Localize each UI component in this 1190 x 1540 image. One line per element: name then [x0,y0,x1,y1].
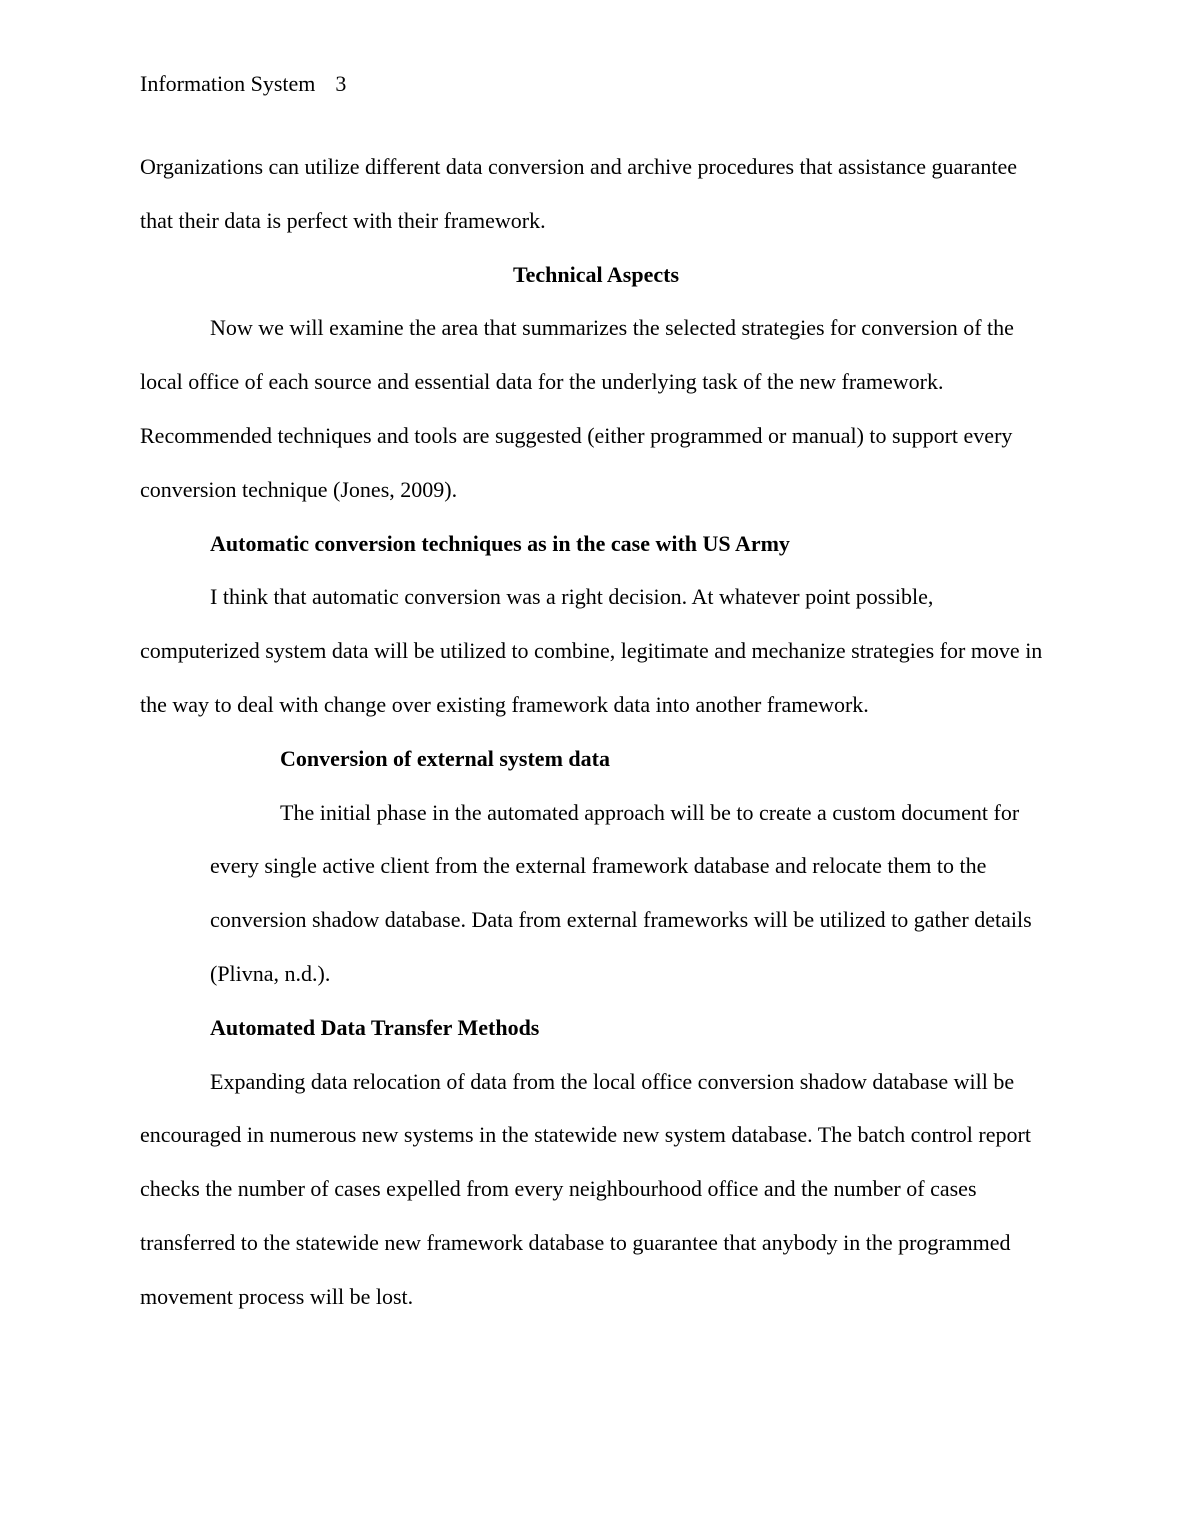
heading-automatic-conversion: Automatic conversion techniques as in the case with US Army [210,530,790,556]
paragraph-technical-aspects: Now we will examine the area that summarizes the selected strategies for conversion of the local office of each source and essential data for the underlying task of the new framework. Recommended techniques and tools are suggested (either programmed or manual) to support every conversion technique (Jones, 2009). [140,315,1014,502]
paragraph-automatic-conversion: I think that automatic conversion was a right decision. At whatever point possible, computerized system data will be utilized to combine, legitimate and mechanize strategies for move in the way to deal with change over existing framework data into another framework. [140,584,1043,717]
paragraph-data-transfer-methods: Expanding data relocation of data from the local office conversion shadow database will be encouraged in numerous new systems in the statewide new system database. The batch control report checks the number of cases expelled from every neighbourhood office and the number of cases transferred to the statewide new framework database to guarantee that anybody in the programmed movement process will be lost. [140,1068,1031,1309]
running-header [140,70,346,98]
heading-external-system-data: Conversion of external system data [280,745,610,771]
document-body [140,140,1052,1324]
heading-data-transfer-methods: Automated Data Transfer Methods [210,1014,540,1040]
paragraph-external-system-data: The initial phase in the automated approach will be to create a custom document for every single active client from the external framework database and relocate them to the conversion shadow database. Data from external frameworks will be utilized to gather details (Plivna, n.d.). [210,799,1032,986]
heading-technical-aspects: Technical Aspects [512,261,680,287]
page-number: 3 [335,71,347,96]
running-title: Information System [140,71,316,96]
paragraph-continuation: Organizations can utilize different data conversion and archive procedures that assistance guarantee that their data is perfect with their framework. [140,154,1017,233]
